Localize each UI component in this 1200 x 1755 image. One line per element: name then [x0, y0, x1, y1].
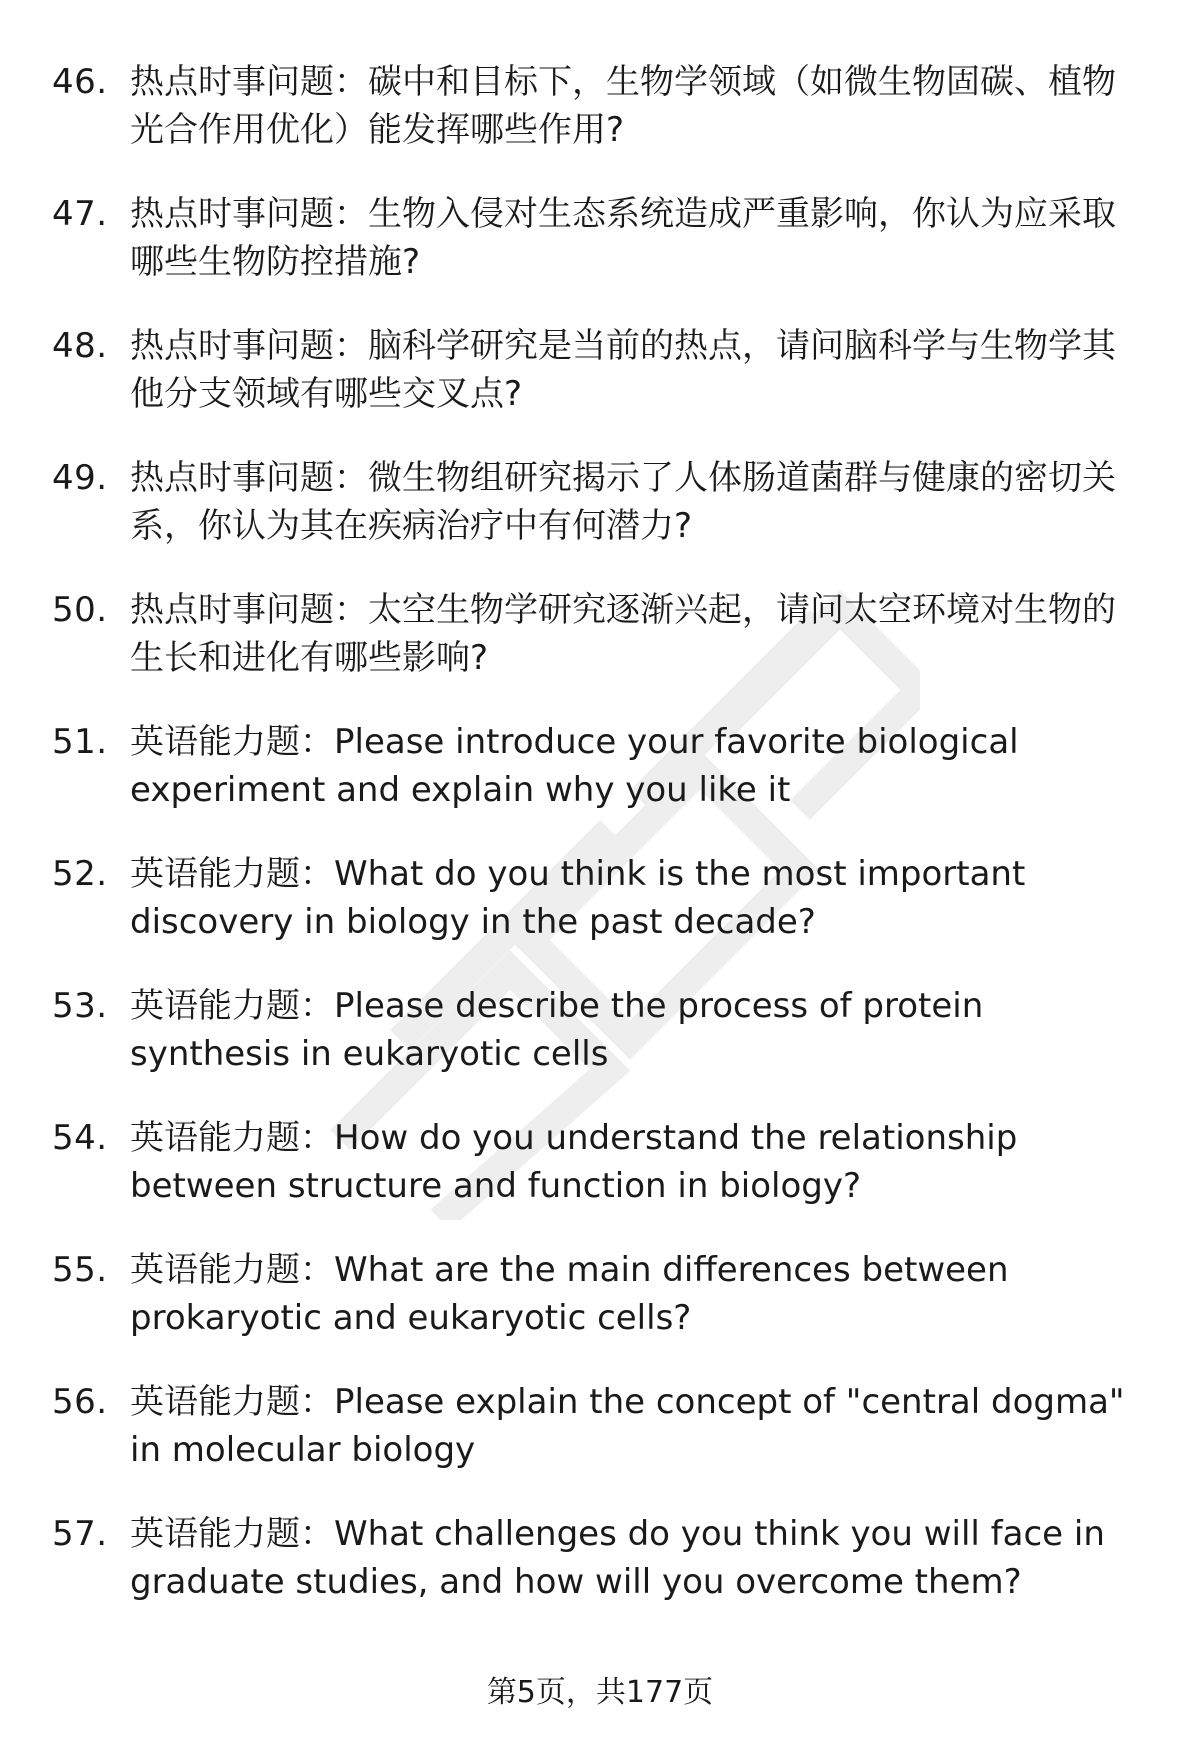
question-item-49 [52, 454, 1152, 586]
question-number: 50. [52, 590, 108, 630]
question-item-46 [52, 58, 1152, 190]
question-item-48 [52, 322, 1152, 454]
question-number: 46. [52, 62, 108, 102]
question-item-56 [52, 1378, 1152, 1510]
question-number: 52. [52, 854, 108, 894]
question-number: 51. [52, 722, 108, 762]
question-text: 热点时事问题：太空生物学研究逐渐兴起，请问太空环境对生物的生长和进化有哪些影响? [130, 590, 1116, 678]
question-text: 英语能力题：What do you think is the most important discovery in biology in the past decade? [130, 854, 1026, 942]
question-number: 47. [52, 194, 108, 234]
page-number-label: 第5页，共177页 [486, 1675, 714, 1710]
question-text: 英语能力题：Please introduce your favorite biological experiment and explain why you like it [130, 722, 1019, 810]
question-text: 热点时事问题：生物入侵对生态系统造成严重影响，你认为应采取哪些生物防控措施? [130, 194, 1116, 282]
question-item-57 [52, 1510, 1152, 1642]
question-number: 53. [52, 986, 108, 1026]
question-text: 英语能力题：Please explain the concept of "central dogma" in molecular biology [130, 1382, 1125, 1470]
question-text: 热点时事问题：碳中和目标下，生物学领域（如微生物固碳、植物光合作用优化）能发挥哪些作用? [130, 62, 1116, 150]
question-text: 英语能力题：What challenges do you think you will face in graduate studies, and how will you overcome them? [130, 1514, 1105, 1602]
question-number: 49. [52, 458, 108, 498]
question-number: 48. [52, 326, 108, 366]
question-number: 54. [52, 1118, 108, 1158]
question-item-51 [52, 718, 1152, 850]
question-item-52 [52, 850, 1152, 982]
question-item-47 [52, 190, 1152, 322]
question-item-50 [52, 586, 1152, 718]
question-text: 热点时事问题：脑科学研究是当前的热点，请问脑科学与生物学其他分支领域有哪些交叉点? [130, 326, 1116, 414]
question-text: 英语能力题：Please describe the process of protein synthesis in eukaryotic cells [130, 986, 984, 1074]
page-footer [0, 1673, 1200, 1713]
question-number: 55. [52, 1250, 108, 1290]
question-text: 热点时事问题：微生物组研究揭示了人体肠道菌群与健康的密切关系，你认为其在疾病治疗中有何潜力? [130, 458, 1116, 546]
question-item-53 [52, 982, 1152, 1114]
question-item-55 [52, 1246, 1152, 1378]
question-number: 56. [52, 1382, 108, 1422]
question-number: 57. [52, 1514, 108, 1554]
question-text: 英语能力题：What are the main differences between prokaryotic and eukaryotic cells? [130, 1250, 1009, 1338]
question-item-54 [52, 1114, 1152, 1246]
question-list [52, 58, 1152, 1642]
question-text: 英语能力题：How do you understand the relationship between structure and function in biology? [130, 1118, 1018, 1206]
